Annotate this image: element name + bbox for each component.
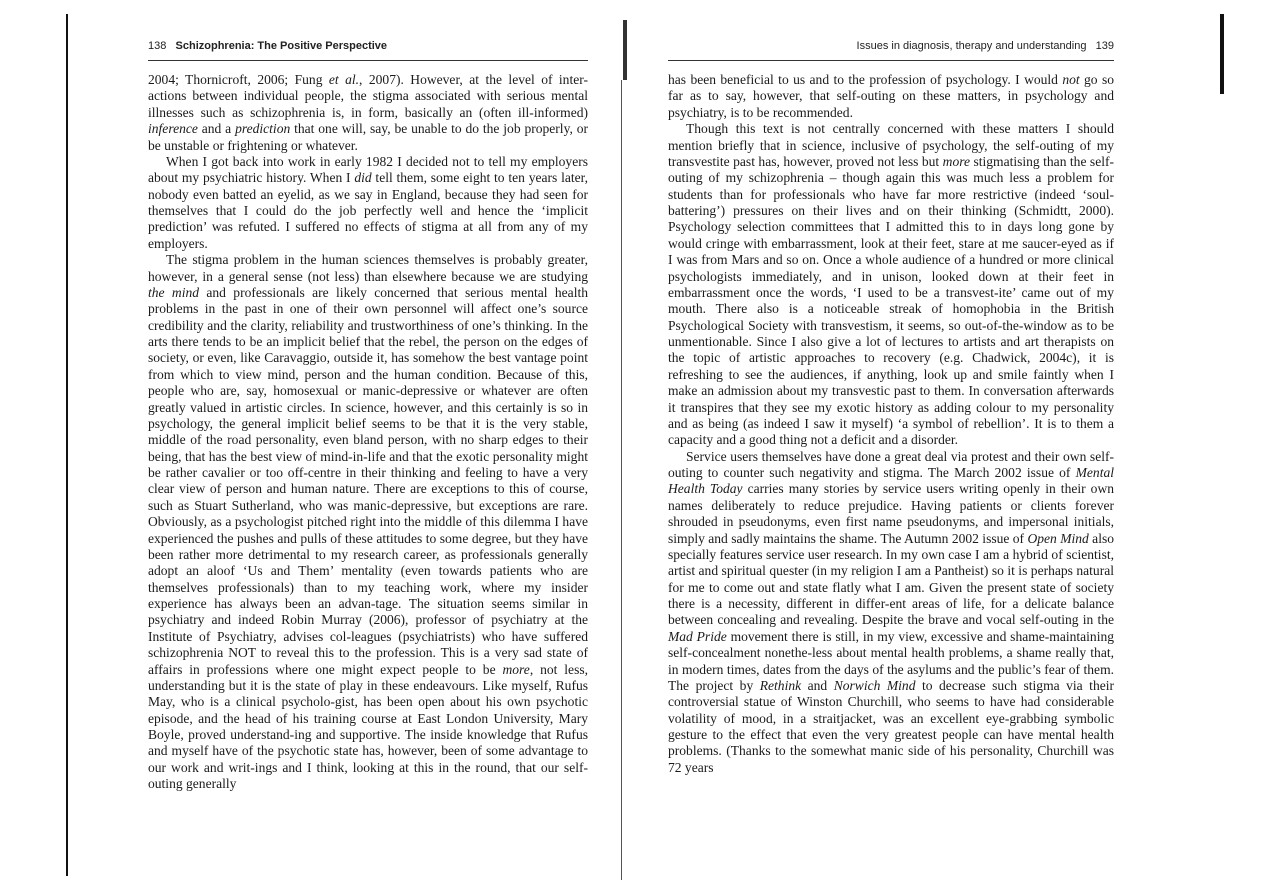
body-text: , not less, understanding but it is the state of play in these endeavours. Like myself, Rufus May, who is a clinical psycholo-gist, has been open about his own psychotic episode, and the head of his training course at East London University, Mary Boyle, proved understand-ing and supportive. The inside knowledge that Rufus and myself have of the psychotic state has, however, been of some advantage to our work and writ-ings and I think, looking at this in the round, that our self-outing generally xyxy=(148,661,588,792)
left-paragraph xyxy=(148,154,588,252)
right-page-body xyxy=(668,72,1114,776)
right-paragraph xyxy=(668,449,1114,777)
italic-text: Mad Pride xyxy=(668,628,727,644)
scan-edge-left xyxy=(66,14,68,876)
right-paragraph xyxy=(668,72,1114,121)
body-text: , 2007). However, at the level of inter-actions between individual people, the stigma associated with serious mental illnesses such as schizophrenia is, in form, basically an (often ill-informed) xyxy=(148,72,588,120)
body-text: When I got back into work in early 1982 I decided not to tell my employers about my psychiatric history. When I xyxy=(148,153,588,186)
italic-text: more xyxy=(942,153,970,169)
body-text: and professionals are likely concerned that serious mental health problems in the past in one of their own personnel will affect one’s source credibility and the clarity, reliability and trustworthiness of one’s thinking. In the arts there tends to be an implicit belief that the rebel, the person on the edges of society, or even, like Caravaggio, outside it, has somehow the best vantage point from which to view mind, person and the human condition. Because of this, people who are, say, homosexual or manic-depressive or whatever are often greatly valued in artistic circles. In science, however, and this certainly is so in psychology, the general implicit belief seems to be that it is the very stable, middle of the road personality, even bland person, with no sharp edges to their being, that has the best view of mind-in-life and that the exotic personality might be rather cavalier or too off-centre in their thinking and feeling to have a very clear view of person and human nature. There are exceptions to this of course, such as Stuart Sutherland, who was manic-depressive, but exceptions are rare. Obviously, as a psychologist pitched right into the middle of this dilemma I have experienced the pushes and pulls of these attitudes to some degree, but they have been rather more detrimental to my research career, as professionals generally adopt an aloof ‘Us and Them’ mentality (even towards patients who are themselves professionals) than to my teaching work, where my insider experience has always been an advan-tage. The situation seems similar in psychiatry and indeed Robin Murray (2006), professor of psychiatry at the Institute of Psychiatry, advises col-leagues (psychiatrists) who have suffered schizophrenia NOT to reveal this to the profession. This is a very sad state of affairs in professions where one might expect people to be xyxy=(148,284,589,677)
italic-text: the mind xyxy=(148,284,200,300)
right-running-header xyxy=(857,40,1114,52)
body-text: go so far as to say, however, that self-outing on these matters, in psychology and psychiatry, is to be recommended. xyxy=(668,72,1115,120)
italic-text: Norwich Mind xyxy=(833,677,916,693)
left-paragraph xyxy=(148,72,588,154)
body-text: and xyxy=(801,677,834,693)
right-running-title: Issues in diagnosis, therapy and understanding xyxy=(856,40,1087,52)
italic-text: inference xyxy=(148,121,198,137)
body-text: that one will, say, be unable to do the job properly, or be unstable or frightening or whatever. xyxy=(148,121,588,153)
body-text: Service users themselves have done a great deal via protest and their own self-outing to counter such negativity and stigma. The March 2002 issue of xyxy=(668,448,1114,480)
left-paragraph xyxy=(148,252,588,792)
right-page-number: 139 xyxy=(1095,40,1114,52)
left-running-header xyxy=(148,40,387,52)
body-text: Though this text is not centrally concerned with these matters I should mention briefly that in science, inclusive of psychology, the self-outing of my transvestite past has, however, proved not less but xyxy=(668,121,1114,169)
left-running-title: Schizophrenia: The Positive Perspective xyxy=(175,40,388,52)
italic-text: Rethink xyxy=(759,677,802,693)
body-text: stigmatising than the self-outing of my schizophrenia – though again this was much less a problem for students than for professionals who have far more restrictive (indeed ‘soul-battering’) pressures on their lives and on their thinking (Schmidtt, 2000). Psychology selection committees that I admitted this to in days long gone by would cringe with embarrassment, look at their feet, stare at me saucer-eyed as if I was from Mars and so on. Once a whole audience of a hundred or more clinical psychologists immediately, and in unison, looked down at their feet in embarrassment once the words, ‘I used to be a transvest-ite’ came out of my mouth. There also is a noticeable streak of homophobia in the British Psychological Society with transvestism, it seems, so out-of-the-window as to be unmentionable. Since I also give a lot of lectures to artists and art therapists on the topic of artistic approaches to recovery (e.g. Chadwick, 2004c), it is refreshing to see the audiences, if anything, look up and smile faintly when I make an admission about my transvestic past to them. In conversation afterwards it transpires that they see my exotic history as adding colour to my personality and as being (as indeed I saw it myself) ‘a symbol of rebellion’. It is to them a capacity and a good thing not a deficit and a disorder. xyxy=(668,153,1114,448)
italic-text: not xyxy=(1062,72,1080,87)
book-gutter xyxy=(611,0,651,894)
left-header-rule xyxy=(148,60,588,61)
right-paragraph xyxy=(668,121,1114,449)
body-text: and a xyxy=(197,121,236,137)
body-text: carries many stories by service users writing openly in their own names deliberately to reduce prejudice. Having patients or clients forever shrouded in pseudonyms, even first name pseudonyms, and impersonal initials, simply and sadly maintains the shame. The Autumn 2002 issue of xyxy=(668,481,1114,546)
italic-text: Mental Health Today xyxy=(668,465,1114,497)
scan-edge-right xyxy=(1220,14,1224,94)
body-text: to decrease such stigma via their controversial statue of Winston Churchill, who seems to have had considerable volatility of mood, in a straitjacket, was an excellent eye-grabbing symbolic gesture to the effect that even the very greatest people can have mental health problems. (Thanks to the somewhat manic side of his personality, Churchill was 72 years xyxy=(668,677,1115,775)
body-text: movement there is still, in my view, excessive and shame-maintaining self-concealment nonethe-less about mental health problems, a shame really that, in modern times, dates from the days of the asylums and the public’s fear of them. The project by xyxy=(668,628,1114,693)
italic-text: Open Mind xyxy=(1027,530,1089,546)
body-text: has been beneficial to us and to the profession of psychology. I would xyxy=(668,72,1063,87)
left-page-number: 138 xyxy=(148,40,167,52)
italic-text: did xyxy=(354,170,372,186)
body-text: 2004; Thornicroft, 2006; Fung xyxy=(148,72,329,87)
right-header-rule xyxy=(668,60,1114,61)
body-text: tell them, some eight to ten years later, nobody even batted an eyelid, as we say in England, because they had seen for themselves that I could do the job perfectly well and hence the ‘implicit prediction’ was refuted. I suffered no effects of stigma at all from any of my employers. xyxy=(148,170,588,251)
body-text: The stigma problem in the human sciences themselves is probably greater, however, in a general sense (not less) than elsewhere because we are studying xyxy=(148,252,588,284)
italic-text: more xyxy=(502,661,530,677)
italic-text: prediction xyxy=(235,121,291,137)
left-page-body xyxy=(148,72,588,793)
body-text: also specially features service user research. In my own case I am a hybrid of scientist, artist and spiritual quester (in my religion I am a Pantheist) so it is perhaps natural for me to come out and state flatly what I am. Given the present state of society there is a necessity, different in differ-ent areas of life, for a delicate balance between concealing and revealing. Despite the brave and vocal self-outing in the xyxy=(668,530,1115,628)
italic-text: et al. xyxy=(328,72,360,87)
